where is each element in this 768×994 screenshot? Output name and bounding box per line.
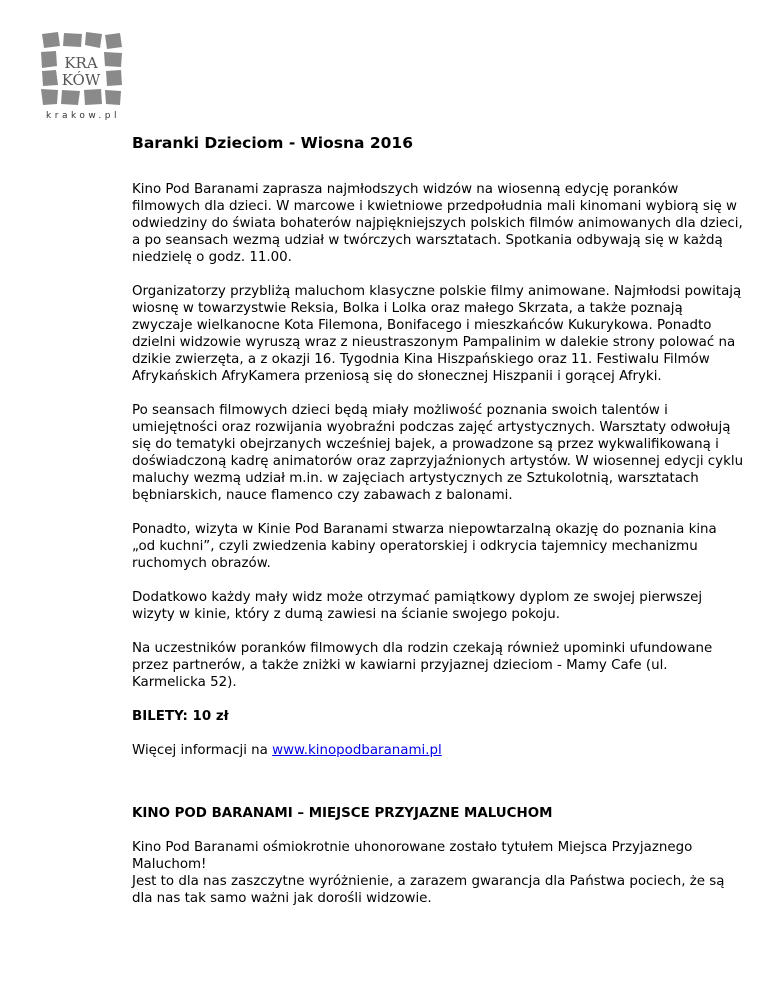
- article-paragraph: Dodatkowo każdy mały widz może otrzymać pamiątkowy dyplom ze swojej pierwszej wizyty w kinie, który z dumą zawiesi na ścianie swojego pokoju.: [132, 590, 703, 622]
- section-heading: KINO POD BARANAMI – MIEJSCE PRZYJAZNE MALUCHOM: [132, 806, 553, 821]
- krakow-logo: [38, 30, 128, 122]
- article-paragraph: Organizatorzy przybliżą maluchom klasyczne polskie filmy animowane. Najmłodsi powitają wiosnę w towarzystwie Reksia, Bolka i Lolka oraz małego Skrzata, a także poznają zwyczaje wielkanocne Kota Filemona, Bonifacego i mieszkańców Kukurykowa. Ponadto dzielni widzowie wyruszą wraz z nieustraszonym Pampalinim w dalekie strony polować na dzikie zwierzęta, a z okazji 16. Tygodnia Kina Hiszpańskiego oraz 11. Festiwalu Filmów Afrykańskich AfryKamera przeniosą się do słonecznej Hiszpanii i gorącej Afryki.: [132, 284, 742, 384]
- article-content: [132, 133, 744, 907]
- more-info-line: [132, 742, 744, 759]
- article-paragraph: Po seansach filmowych dzieci będą miały możliwość poznania swoich talentów i umiejętności oraz rozwijania wyobraźni podczas zajęć artystycznych. Warsztaty odwołują się do tematyki obejrzanych wcześniej bajek, a prowadzone są przez wykwalifikowaną i doświadczoną kadrę animatorów oraz zaprzyjaźnionych artystów. W wiosennej edycji cyklu maluchy wezmą udział m.in. w zajęciach artystycznych ze Sztukolotnią, warsztatach bębniarskich, nauce flamenco czy zabawach z balonami.: [132, 403, 744, 503]
- article-paragraph: Ponadto, wizyta w Kinie Pod Baranami stwarza niepowtarzalną okazję do poznania kina „od kuchni”, czyli zwiedzenia kabiny operatorskiej i odkrycia tajemnicy mechanizmu ruchomych obrazów.: [132, 522, 717, 571]
- article-title: Baranki Dzieciom - Wiosna 2016: [132, 134, 413, 152]
- logo-line2: KÓW: [61, 71, 101, 89]
- tickets-price: BILETY: 10 zł: [132, 709, 229, 724]
- section-line2: Jest to dla nas zaszczytne wyróżnienie, a zarazem gwarancja dla Państwa pociech, że są dla nas tak samo ważni jak dorośli widzowie.: [132, 874, 725, 906]
- krakow-logo-graphic: [38, 30, 128, 122]
- cinema-website-link[interactable]: www.kinopodbaranami.pl: [272, 743, 442, 758]
- article-paragraph: Na uczestników poranków filmowych dla rodzin czekają również upominki ufundowane przez partnerów, a także zniżki w kawiarni przyjaznej dzieciom - Mamy Cafe (ul. Karmelicka 52).: [132, 641, 713, 690]
- section-text: [132, 839, 744, 907]
- section-line1: Kino Pod Baranami ośmiokrotnie uhonorowane zostało tytułem Miejsca Przyjaznego Maluchom!: [132, 840, 693, 872]
- logo-line1: KRA: [64, 54, 98, 72]
- article-paragraph: Kino Pod Baranami zaprasza najmłodszych widzów na wiosenną edycję poranków filmowych dla dzieci. W marcowe i kwietniowe przedpołudnia mali kinomani wybiorą się w odwiedziny do świata bohaterów najpiękniejszych polskich filmów animowanych dla dzieci, a po seansach wezmą udział w twórczych warsztatach. Spotkania odbywają się w każdą niedzielę o godz. 11.00.: [132, 182, 743, 265]
- more-info-prefix: Więcej informacji na: [132, 743, 273, 758]
- logo-caption: krakow.pl: [46, 111, 120, 121]
